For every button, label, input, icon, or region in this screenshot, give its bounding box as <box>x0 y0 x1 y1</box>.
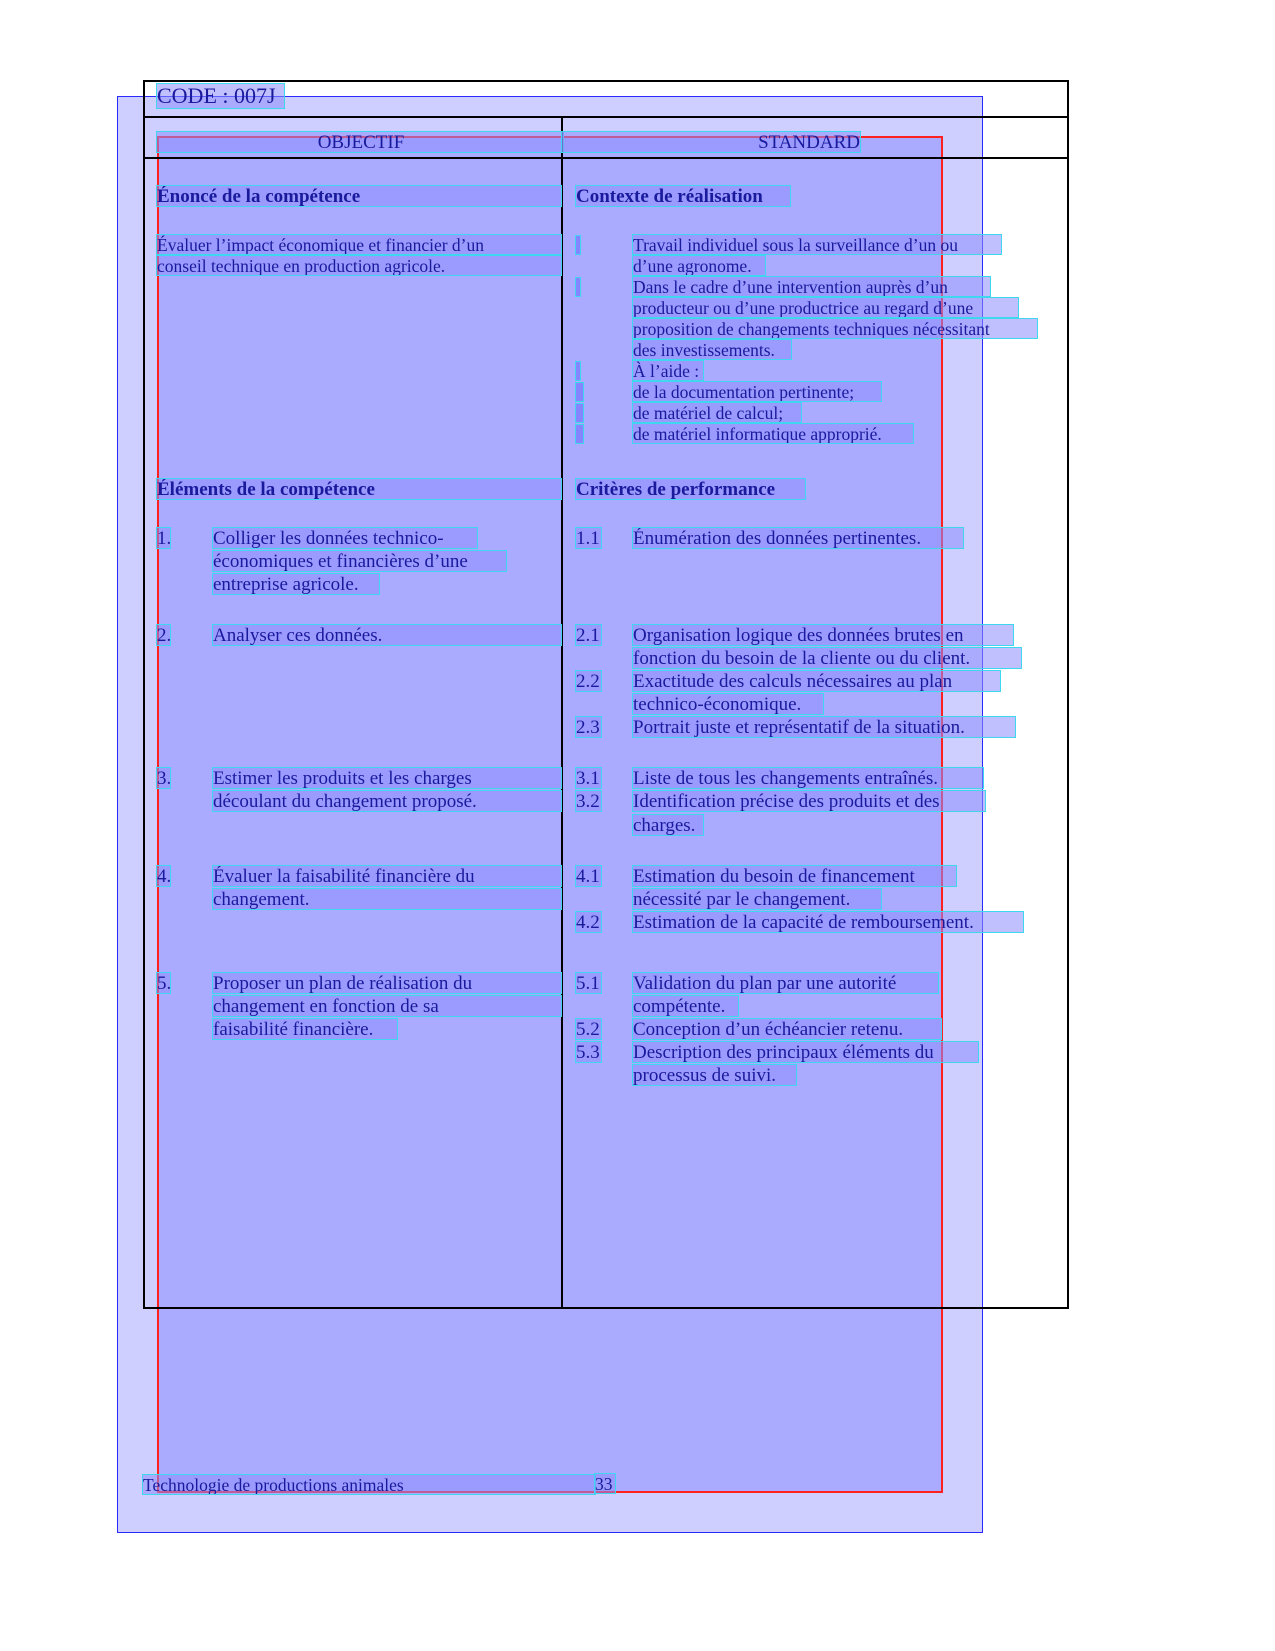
element-number: 2. <box>157 625 172 646</box>
contexte-line: de la documentation pertinente; <box>633 382 881 401</box>
critere-number: 3.1 <box>576 768 600 789</box>
criteres-title: Critères de performance <box>576 479 805 499</box>
critere-number: 3.2 <box>576 791 600 812</box>
contexte-line: À l’aide : <box>633 361 703 380</box>
critere-number: 2.2 <box>576 671 600 692</box>
element-number: 4. <box>157 866 172 887</box>
footer-program: Technologie de productions animales <box>143 1475 595 1494</box>
contexte-line: de matériel informatique approprié. <box>633 424 913 443</box>
contexte-line: des investissements. <box>633 340 791 359</box>
elements-title: Éléments de la compétence <box>157 479 561 499</box>
bullet-marker <box>576 362 580 380</box>
critere-number: 1.1 <box>576 528 600 549</box>
header-standard: STANDARD <box>562 132 860 152</box>
critere-number: 4.2 <box>576 912 600 933</box>
bullet-marker <box>576 236 580 254</box>
element-line: Analyser ces données. <box>213 625 561 645</box>
element-line: économiques et financières d’une <box>213 551 506 571</box>
element-number: 5. <box>157 973 172 994</box>
critere-line: Estimation du besoin de financement <box>633 866 956 886</box>
bullet-marker <box>576 383 583 401</box>
element-line: changement en fonction de sa <box>213 996 561 1016</box>
critere-line: technico-économique. <box>633 694 823 714</box>
element-line: changement. <box>213 889 561 909</box>
critere-line: Exactitude des calculs nécessaires au plan <box>633 671 1000 691</box>
enonce-title: Énoncé de la compétence <box>157 186 561 206</box>
critere-line: Description des principaux éléments du <box>633 1042 978 1062</box>
table-divider-column <box>561 117 563 1308</box>
critere-line: Identification précise des produits et des <box>633 791 985 811</box>
element-line: Proposer un plan de réalisation du <box>213 973 561 993</box>
table-divider-code <box>143 116 1069 118</box>
critere-number: 4.1 <box>576 866 600 887</box>
critere-line: Conception d’un échéancier retenu. <box>633 1019 941 1039</box>
enonce-line: Évaluer l’impact économique et financier d’un <box>157 235 561 254</box>
bullet-marker <box>576 404 583 422</box>
critere-line: Validation du plan par une autorité <box>633 973 938 993</box>
critere-line: Liste de tous les changements entraînés. <box>633 768 983 788</box>
critere-line: charges. <box>633 815 703 835</box>
critere-number: 2.3 <box>576 717 600 738</box>
critere-line: Énumération des données pertinentes. <box>633 528 963 548</box>
critere-number: 5.2 <box>576 1019 600 1040</box>
enonce-line: conseil technique en production agricole. <box>157 256 561 275</box>
critere-number: 5.3 <box>576 1042 600 1063</box>
element-line: découlant du changement proposé. <box>213 791 561 811</box>
bullet-marker <box>576 425 583 443</box>
critere-line: nécessité par le changement. <box>633 889 881 909</box>
code-label: CODE : 007J <box>157 84 284 108</box>
critere-line: fonction du besoin de la cliente ou du client. <box>633 648 1021 668</box>
element-line: faisabilité financière. <box>213 1019 397 1039</box>
contexte-line: producteur ou d’une productrice au regard d’une <box>633 298 1018 317</box>
critere-line: Portrait juste et représentatif de la situation. <box>633 717 1015 737</box>
footer-page-number: 33 <box>595 1474 615 1493</box>
critere-line: Organisation logique des données brutes en <box>633 625 1013 645</box>
contexte-line: Dans le cadre d’une intervention auprès d’un <box>633 277 990 296</box>
table-divider-header <box>143 157 1069 159</box>
element-number: 3. <box>157 768 172 789</box>
element-line: Évaluer la faisabilité financière du <box>213 866 561 886</box>
contexte-line: d’une agronome. <box>633 256 765 275</box>
element-line: Estimer les produits et les charges <box>213 768 561 788</box>
element-line: entreprise agricole. <box>213 574 379 594</box>
contexte-line: Travail individuel sous la surveillance d’un ou <box>633 235 1001 254</box>
bullet-marker <box>576 278 580 296</box>
contexte-line: proposition de changements techniques nécessitant <box>633 319 1037 338</box>
critere-number: 2.1 <box>576 625 600 646</box>
critere-line: Estimation de la capacité de remboursement. <box>633 912 1023 932</box>
critere-number: 5.1 <box>576 973 600 994</box>
critere-line: compétente. <box>633 996 738 1016</box>
element-number: 1. <box>157 528 172 549</box>
critere-line: processus de suivi. <box>633 1065 796 1085</box>
contexte-line: de matériel de calcul; <box>633 403 801 422</box>
contexte-title: Contexte de réalisation <box>576 186 790 206</box>
header-objectif: OBJECTIF <box>157 132 563 152</box>
element-line: Colliger les données technico- <box>213 528 477 548</box>
